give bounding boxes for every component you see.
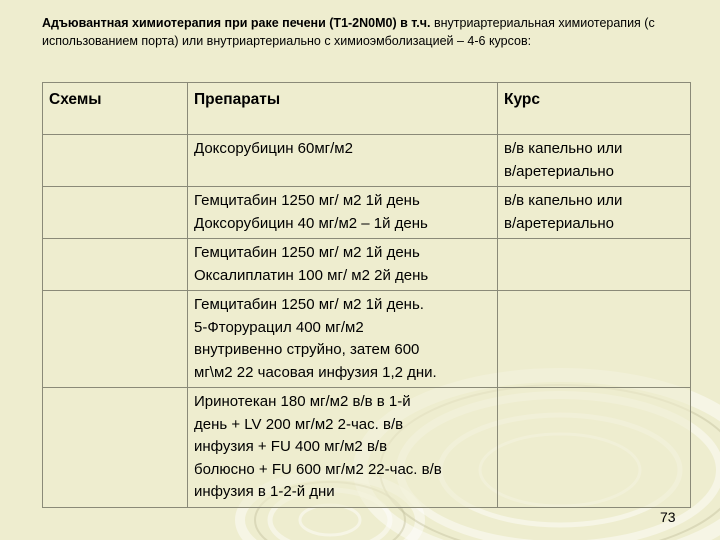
table-row: [43, 239, 691, 291]
heading-bold-part: Адъювантная химиотерапия при раке печени (Т1-2N0M0) в т.ч.: [42, 16, 431, 30]
table-row: [43, 388, 691, 508]
column-header-schemes: Схемы: [43, 83, 188, 135]
course-cell: [498, 388, 691, 508]
table-row: [43, 187, 691, 239]
table-row: [43, 135, 691, 187]
drugs-cell: Гемцитабин 1250 мг/ м2 1й день Оксалиплатин 100 мг/ м2 2й день: [188, 239, 498, 291]
course-cell: [498, 291, 691, 388]
regimens-table: [42, 82, 691, 508]
heading-rest: внутриартериальная химиотерапия (с использованием порта) или внутриартериально с химиоэмболизацией – 4-6 курсов:: [42, 16, 655, 48]
course-cell: в/в капельно или в/аретериально: [498, 135, 691, 187]
slide-heading: [42, 14, 682, 50]
drugs-cell: Иринотекан 180 мг/м2 в/в в 1-й день + LV 200 мг/м2 2-час. в/в инфузия + FU 400 мг/м2 в/в болюсно + FU 600 мг/м2 22-час. в/в инфузия в 1-2-й дни: [188, 388, 498, 508]
drugs-cell: Доксорубицин 60мг/м2: [188, 135, 498, 187]
course-cell: в/в капельно или в/аретериально: [498, 187, 691, 239]
column-header-drugs: Препараты: [188, 83, 498, 135]
course-cell: [498, 239, 691, 291]
drugs-cell: Гемцитабин 1250 мг/ м2 1й день Доксорубицин 40 мг/м2 – 1й день: [188, 187, 498, 239]
table-row: [43, 291, 691, 388]
scheme-cell: [43, 135, 188, 187]
scheme-cell: [43, 291, 188, 388]
scheme-cell: [43, 388, 188, 508]
table-header-row: [43, 83, 691, 135]
scheme-cell: [43, 187, 188, 239]
page-number: 73: [660, 509, 676, 525]
drugs-cell: Гемцитабин 1250 мг/ м2 1й день. 5-Фторурацил 400 мг/м2 внутривенно струйно, затем 600 мг\м2 22 часовая инфузия 1,2 дни.: [188, 291, 498, 388]
column-header-course: Курс: [498, 83, 691, 135]
scheme-cell: [43, 239, 188, 291]
